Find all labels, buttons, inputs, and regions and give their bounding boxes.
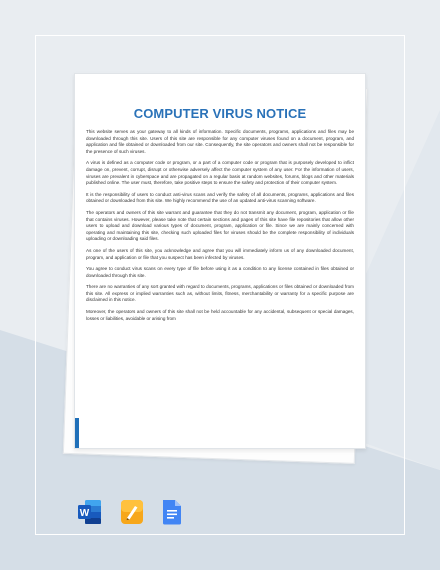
- paragraph: Moreover, the operators and owners of this site shall not be held accountable for any accidental, subsequent or special damages, losses or liabilities, avoidable or arising from: [86, 309, 354, 321]
- paragraph: The operators and owners of this site warrant and guarantee that they do not transmit any document, program, application or file that contains viruses. However, please take note that certain sections and pages of this site have file repositories that allow other users to upload and download various types of document, program, application or file. Since we are mainly concerned with operating and maintaining this site, checking such uploaded files for viruses should be the complete responsibility of individuals uploading or downloading said files.: [86, 209, 354, 242]
- paragraph: This website serves as your gateway to all kinds of information. Specific documents, programs, applications and files may be downloaded through this site. Users of this site are responsible for any computer viruses found on a document, program, and application and file obtained or downloaded from our site. Consequently, the site operators and owners shall not be responsible for the presence of such viruses.: [86, 129, 354, 154]
- document-page: [74, 73, 366, 449]
- document-body: [86, 129, 354, 327]
- pages-icon[interactable]: [120, 499, 144, 525]
- paragraph: As one of the users of this site, you acknowledge and agree that you will immediately inform us of any downloaded document, program, and application or file that you suspect has been infected by viruses.: [86, 247, 354, 260]
- paragraph: There are no warranties of any sort granted with regard to documents, programs, applications or files obtained or downloaded from this site. All express or implied warranties such as, without limits, fitness, merchantability or warranty for a specific purpose are disclaimed in this notice.: [86, 284, 354, 303]
- paragraph: It is the responsibility of users to conduct anti-virus scans and verify the safety of all documents, programs, applications and files obtained or downloaded from this site. We highly recommend the use of an updated anti-virus scanning software.: [86, 191, 354, 204]
- docs-icon[interactable]: [160, 499, 184, 525]
- accent-bar: [75, 418, 79, 448]
- paragraph: A virus is defined as a computer code or program, or a part of a computer code or program that is purposely developed to inflict damage on, prevent, corrupt, disrupt or otherwise adversely affect the computer system of any user. For the information of users, viruses are prevalent in cyberspace and are propagated on a regular basis at random websites, forums, blogs and other materials published online. The user must, therefore, take positive steps to ensure the safety and protection of their computer system.: [86, 160, 354, 186]
- word-icon[interactable]: [78, 499, 102, 525]
- paragraph: You agree to conduct virus scans on every type of file before using it as a condition to any license contained in files obtained or downloaded through this site.: [86, 266, 354, 278]
- svg-text:W: W: [79, 508, 90, 519]
- document-title: COMPUTER VIRUS NOTICE: [133, 106, 307, 121]
